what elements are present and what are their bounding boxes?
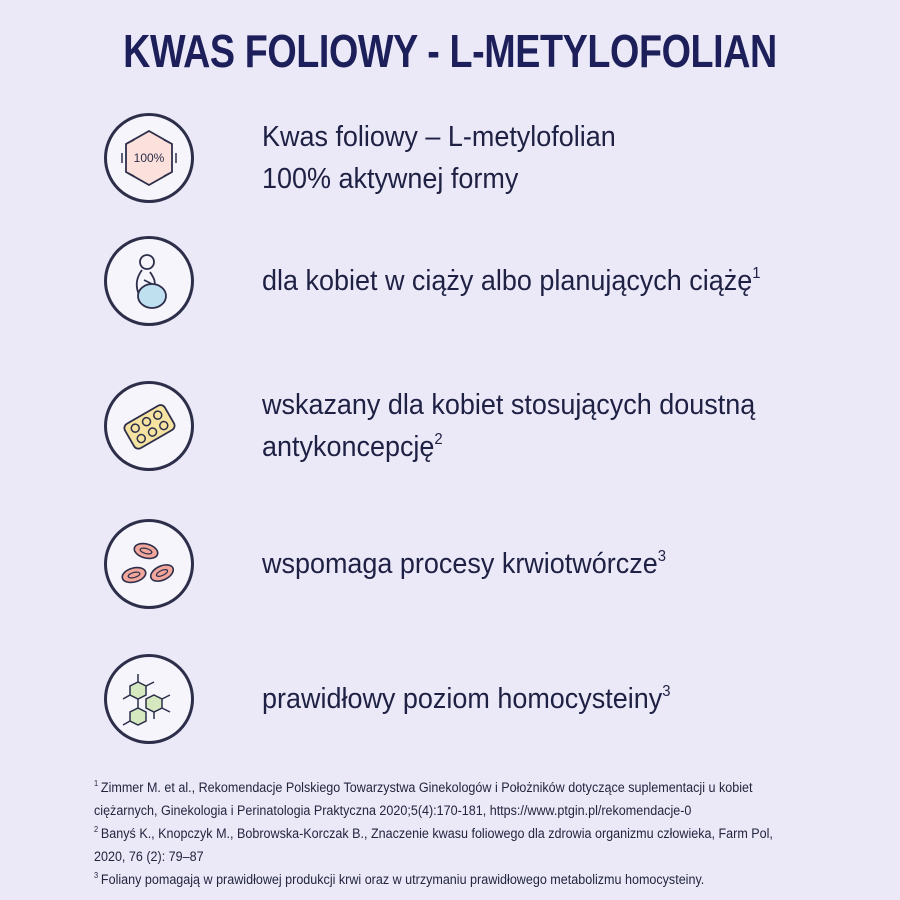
feature-active-form xyxy=(104,113,864,203)
page-title: KWAS FOLIOWY - L-METYLOFOLIAN xyxy=(123,25,777,77)
footnote-line: ciężarnych, Ginekologia i Perinatologia Praktyczna 2020;5(4):170-181, https://www.ptgin.pl/rekomendacje-0 xyxy=(94,803,692,818)
hexagon-100-percent-icon xyxy=(104,113,194,203)
feature-text xyxy=(262,543,666,585)
feature-text xyxy=(262,260,761,302)
feature-pregnancy xyxy=(104,236,864,326)
feature-line: wskazany dla kobiet stosujących doustną xyxy=(262,389,756,421)
footnote-line: $^2$ Banyś K., Knopczyk M., Bobrowska-Korczak B., Znaczenie kwasu foliowego dla zdrowia organizmu człowieka, Farm Pol, xyxy=(94,825,773,841)
footnote-ref: 2 xyxy=(434,431,443,448)
feature-line: Kwas foliowy – L-metylofolian xyxy=(262,121,616,153)
red-blood-cells-icon xyxy=(104,519,194,609)
pregnant-woman-icon xyxy=(104,236,194,326)
footnote xyxy=(94,822,829,868)
feature-text xyxy=(262,678,671,720)
footnote-number: 2 xyxy=(94,825,99,834)
footnote xyxy=(94,868,829,891)
feature-line: prawidłowy poziom homocysteiny$^3$ xyxy=(262,683,671,715)
feature-line: 100% aktywnej formy xyxy=(262,163,519,195)
footnote xyxy=(94,776,829,822)
molecule-icon xyxy=(104,654,194,744)
footnote-number: 1 xyxy=(94,779,99,788)
footnotes xyxy=(94,776,829,891)
feature-line: wspomaga procesy krwiotwórcze$^3$ xyxy=(262,548,666,580)
footnote-ref: 1 xyxy=(752,265,761,282)
footnote-ref: 3 xyxy=(657,548,666,565)
badge-text: 100% xyxy=(133,151,165,165)
feature-contraception xyxy=(104,381,864,471)
feature-blood xyxy=(104,519,864,609)
footnote-ref: 3 xyxy=(662,683,671,700)
footnote-line: $^1$ Zimmer M. et al., Rekomendacje Polskiego Towarzystwa Ginekologów i Położników dotyczące suplementacji u kobiet xyxy=(94,779,753,795)
pill-blister-icon xyxy=(104,381,194,471)
feature-text xyxy=(262,116,616,200)
feature-line: antykoncepcję$^2$ xyxy=(262,431,443,463)
feature-homocysteine xyxy=(104,654,864,744)
footnote-number: 3 xyxy=(94,871,99,880)
feature-line: dla kobiet w ciąży albo planujących ciążę$^1$ xyxy=(262,265,761,297)
footnote-line: $^3$ Foliany pomagają w prawidłowej produkcji krwi oraz w utrzymaniu prawidłowego metabolizmu homocysteiny. xyxy=(94,871,705,887)
feature-text xyxy=(262,384,755,468)
footnote-line: 2020, 76 (2): 79–87 xyxy=(94,849,204,864)
